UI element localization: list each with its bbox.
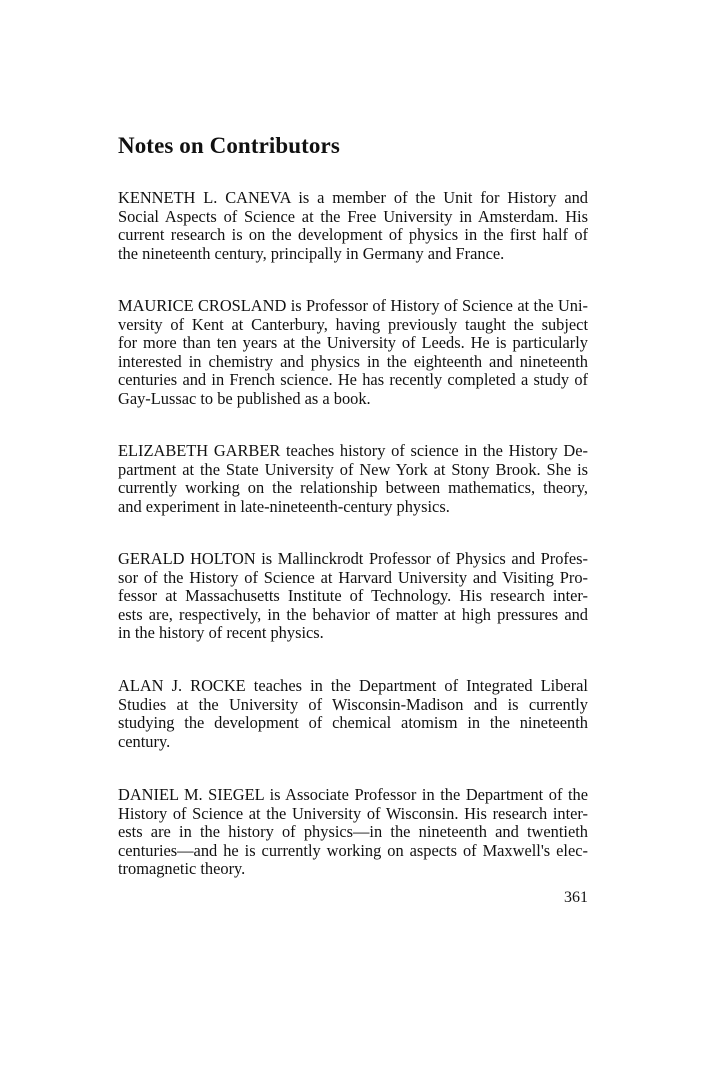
page-number: 361 xyxy=(564,889,588,906)
entry-line: ALAN J. ROCKE teaches in the Department of Integrated Liberal xyxy=(118,677,588,695)
entry-line: partment at the State University of New York at Stony Brook. She is xyxy=(118,460,588,479)
entry-line: and experiment in late-nineteenth-century physics. xyxy=(118,497,450,516)
entry-line: studying the development of chemical atomism in the nineteenth xyxy=(118,714,588,733)
contributor-entry-rocke xyxy=(118,677,588,751)
contributor-entry-holton xyxy=(118,550,588,643)
entry-line: fessor at Massachusetts Institute of Technology. His research inter- xyxy=(118,587,588,606)
entry-line: KENNETH L. CANEVA is a member of the Unit for History and xyxy=(118,189,588,207)
entry-line: GERALD HOLTON is Mallinckrodt Professor of Physics and Profes- xyxy=(118,550,588,568)
entry-line: ELIZABETH GARBER teaches history of science in the History De- xyxy=(118,442,588,460)
entry-line: ests are in the history of physics—in the nineteenth and twentieth xyxy=(118,823,588,842)
entry-line: Studies at the University of Wisconsin-Madison and is currently xyxy=(118,695,588,714)
entry-line: tromagnetic theory. xyxy=(118,860,246,879)
entry-line: interested in chemistry and physics in the eighteenth and nineteenth xyxy=(118,352,588,371)
entry-line: currently working on the relationship between mathematics, theory, xyxy=(118,479,588,498)
entry-line: Gay-Lussac to be published as a book. xyxy=(118,389,371,408)
entry-line: versity of Kent at Canterbury, having previously taught the subject xyxy=(118,315,588,334)
entry-line: Social Aspects of Science at the Free University in Amsterdam. His xyxy=(118,207,588,226)
contributor-entry-garber xyxy=(118,442,588,516)
entry-line: century. xyxy=(118,732,171,751)
entry-line: in the history of recent physics. xyxy=(118,624,324,643)
entry-line: History of Science at the University of Wisconsin. His research inter- xyxy=(118,804,588,823)
contributor-entry-siegel xyxy=(118,786,588,879)
entry-line: DANIEL M. SIEGEL is Associate Professor in the Department of the xyxy=(118,786,588,804)
entry-line: MAURICE CROSLAND is Professor of History of Science at the Uni- xyxy=(118,297,588,315)
entry-line: the nineteenth century, principally in Germany and France. xyxy=(118,244,505,263)
entry-line: sor of the History of Science at Harvard University and Visiting Pro- xyxy=(118,568,588,587)
entry-line: centuries—and he is currently working on aspects of Maxwell's elec- xyxy=(118,841,588,860)
entry-line: current research is on the development of physics in the first half of xyxy=(118,226,588,245)
entry-line: ests are, respectively, in the behavior of matter at high pressures and xyxy=(118,605,588,624)
page-title: Notes on Contributors xyxy=(118,133,340,158)
contributor-entry-crosland xyxy=(118,297,588,409)
entry-line: for more than ten years at the University of Leeds. He is particularly xyxy=(118,334,588,353)
entry-line: centuries and in French science. He has recently completed a study of xyxy=(118,371,588,390)
contributor-entry-caneva xyxy=(118,189,588,263)
